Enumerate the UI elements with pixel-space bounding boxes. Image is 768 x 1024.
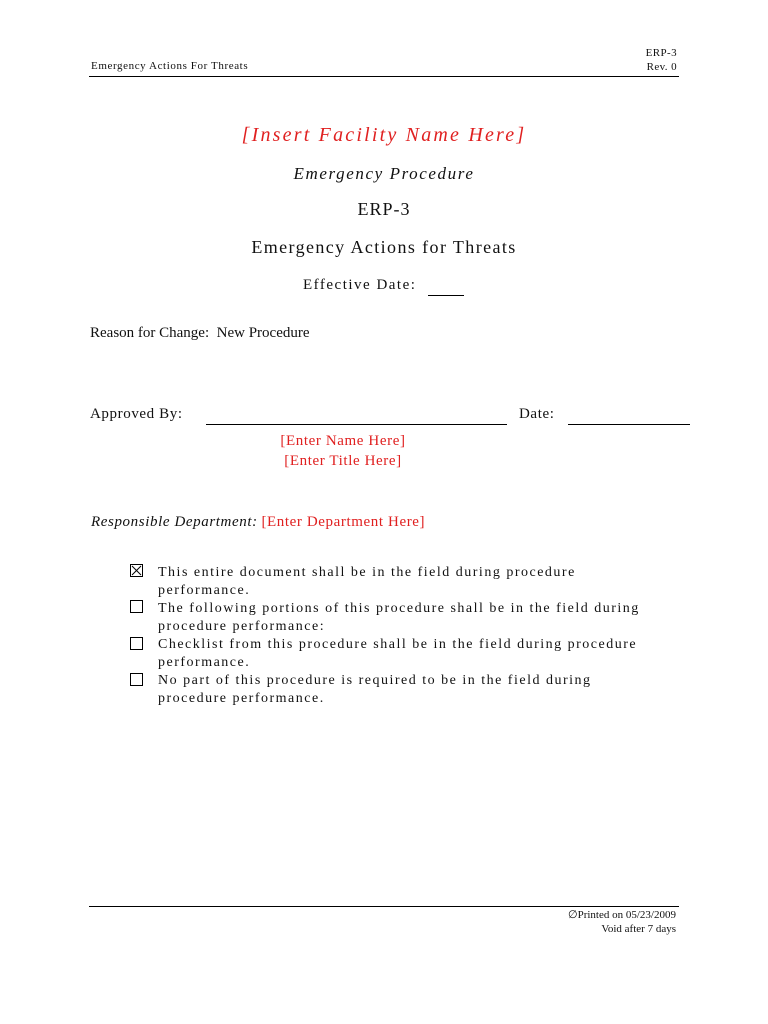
option-checklist-text: Checklist from this procedure shall be in the field during procedure performance.: [158, 637, 638, 670]
approval-date-line[interactable]: [568, 424, 690, 425]
option-no-part-text: No part of this procedure is required to be in the field during procedure performance.: [158, 673, 592, 706]
header-revision: Rev. 0: [646, 61, 677, 73]
procedure-number: ERP-3: [357, 199, 411, 219]
department-label: Responsible Department:: [91, 514, 258, 530]
reason-for-change: [90, 325, 310, 342]
approver-name-placeholder: [Enter Name Here]: [280, 433, 406, 449]
checked-x-icon: [131, 565, 142, 576]
checkbox-entire-document[interactable]: [130, 564, 143, 577]
checkbox-following-portions[interactable]: [130, 600, 143, 613]
responsible-department: [91, 514, 425, 531]
reason-value: New Procedure: [216, 325, 310, 341]
checkbox-checklist[interactable]: [130, 637, 143, 650]
option-following-portions-text: The following portions of this procedure shall be in the field during procedure performance:: [158, 601, 640, 634]
department-value: [Enter Department Here]: [261, 514, 426, 530]
facility-name: [Insert Facility Name Here]: [241, 124, 527, 146]
procedure-title: Emergency Actions for Threats: [251, 237, 517, 257]
approved-by-label: Approved By:: [90, 406, 183, 422]
option-entire-document-text: This entire document shall be in the field during procedure performance.: [158, 565, 576, 598]
header-doc-id: ERP-3: [645, 47, 677, 59]
footer-rule: [89, 906, 679, 907]
effective-date-label: Effective Date:: [303, 277, 417, 293]
footer-printed-date: ∅Printed on 05/23/2009: [568, 909, 676, 921]
approval-date-label: Date:: [519, 406, 555, 422]
header-rule: [89, 76, 679, 77]
footer-void-notice: Void after 7 days: [601, 923, 676, 935]
approver-title-placeholder: [Enter Title Here]: [284, 453, 402, 469]
checkbox-no-part[interactable]: [130, 673, 143, 686]
effective-date-field[interactable]: [428, 295, 464, 296]
reason-label: Reason for Change:: [90, 325, 210, 341]
approved-by-signature-line[interactable]: [206, 424, 507, 425]
header-running-title: Emergency Actions For Threats: [91, 60, 249, 72]
document-type: Emergency Procedure: [293, 164, 475, 183]
